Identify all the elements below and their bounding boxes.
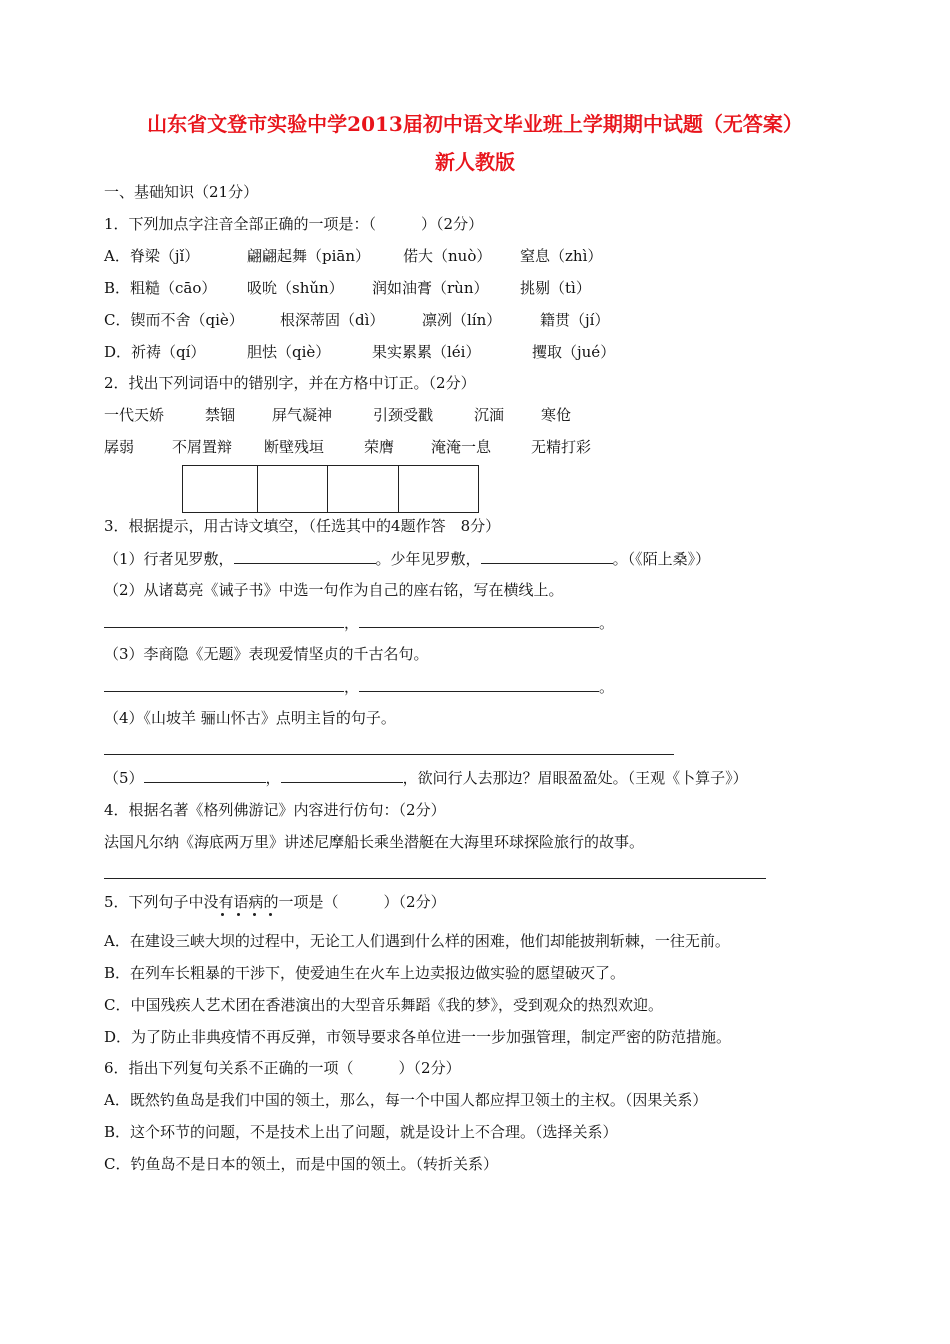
answer-blank[interactable] — [281, 767, 403, 783]
q6-stem: 6．指出下列复句关系不正确的一项（ ）（2分） — [104, 1059, 461, 1077]
q2-words-row2 — [104, 437, 591, 457]
q2-word: 寒伧 — [541, 406, 572, 424]
q2-word: 禁锢 — [205, 406, 236, 424]
q3-item3-answer — [104, 676, 614, 697]
q5-option-d: D．为了防止非典疫情不再反弹，市领导要求各单位进一一步加强管理，制定严密的防范措施。 — [104, 1028, 732, 1046]
correction-box-1[interactable] — [183, 466, 258, 512]
q3-stem: 3．根据提示，用古诗文填空，（任选其中的4题作答 8分） — [104, 517, 501, 535]
q2-word: 荣膺 — [364, 438, 395, 456]
q4-stem: 4．根据名著《格列佛游记》内容进行仿句：（2分） — [104, 801, 446, 819]
q1-b-1: B．粗糙（cāo） — [104, 279, 217, 297]
q2-word: 无精打彩 — [531, 438, 592, 456]
q3-item1 — [104, 548, 710, 569]
q1-option-b — [104, 278, 591, 298]
period: 。 — [599, 614, 615, 632]
q3-item3: （3）李商隐《无题》表现爱情坚贞的千古名句。 — [104, 645, 429, 663]
q2-word: 断壁残垣 — [264, 438, 325, 456]
emphasis-dot — [253, 913, 256, 916]
answer-line[interactable] — [104, 754, 674, 755]
q2-word: 沉湎 — [474, 406, 505, 424]
q1-b-3: 润如油膏（rùn） — [372, 279, 489, 297]
answer-blank[interactable] — [234, 548, 376, 564]
emphasis-dot — [269, 913, 272, 916]
q3-item1-prompt: （1）行者见罗敷， — [104, 550, 234, 568]
q1-option-c — [104, 310, 609, 330]
q1-option-d — [104, 342, 615, 362]
answer-line[interactable] — [104, 878, 766, 879]
comma: ， — [344, 614, 360, 632]
answer-blank[interactable] — [104, 676, 344, 692]
q6-option-c: C．钓鱼岛不是日本的领土，而是中国的领土。（转折关系） — [104, 1155, 498, 1173]
q3-item5-prompt: （5） — [104, 769, 144, 787]
q1-a-2: 翩翩起舞（piān） — [247, 247, 371, 265]
correction-grid — [182, 465, 479, 513]
comma: ， — [344, 678, 360, 696]
q1-option-a — [104, 246, 602, 266]
q1-c-3: 凛冽（lín） — [422, 311, 502, 329]
q3-item5-rest: ，欲问行人去那边？眉眼盈盈处。（王观《卜算子》） — [402, 769, 748, 787]
q2-word: 一代天娇 — [104, 406, 165, 424]
q3-item5 — [104, 767, 748, 788]
q1-d-1: D．祈祷（qí） — [104, 343, 206, 361]
answer-blank[interactable] — [481, 548, 613, 564]
q3-item4: （4）《山坡羊 骊山怀古》点明主旨的句子。 — [104, 709, 396, 727]
q5-stem: 5．下列句子中没有语病的一项是（ ）（2分） — [104, 893, 446, 911]
q2-word: 引颈受戳 — [373, 406, 434, 424]
q5-option-c: C．中国残疾人艺术团在香港演出的大型音乐舞蹈《我的梦》，受到观众的热烈欢迎。 — [104, 996, 663, 1014]
q1-b-4: 挑剔（tì） — [520, 279, 591, 297]
q1-d-3: 果实累累（léi） — [372, 343, 481, 361]
q2-word: 淹淹一息 — [431, 438, 492, 456]
section-heading: 一、基础知识（21分） — [104, 183, 259, 201]
q2-word: 孱弱 — [104, 438, 135, 456]
period: 。 — [599, 678, 615, 696]
correction-box-4[interactable] — [399, 466, 478, 512]
q1-b-2: 吸吮（shǔn） — [247, 279, 344, 297]
answer-blank[interactable] — [359, 676, 599, 692]
q1-d-2: 胆怯（qiè） — [247, 343, 331, 361]
emphasis-dot — [221, 913, 224, 916]
emphasis-dot — [237, 913, 240, 916]
q4-example: 法国凡尔纳《海底两万里》讲述尼摩船长乘坐潜艇在大海里环球探险旅行的故事。 — [104, 833, 645, 851]
q2-word: 不屑置辩 — [172, 438, 233, 456]
comma: ， — [265, 769, 281, 787]
q1-c-1: C．锲而不舍（qiè） — [104, 311, 244, 329]
q3-item1-mid: 。少年见罗敷， — [375, 550, 481, 568]
q1-a-3: 偌大（nuò） — [403, 247, 492, 265]
q1-d-4: 攫取（jué） — [532, 343, 616, 361]
q5-option-a: A．在建设三峡大坝的过程中，无论工人们遇到什么样的困难，他们却能披荆斩棘，一往无前。 — [104, 932, 730, 950]
correction-box-2[interactable] — [258, 466, 328, 512]
q1-a-4: 窒息（zhì） — [520, 247, 603, 265]
q1-c-4: 籍贯（jí） — [540, 311, 610, 329]
q3-item2: （2）从诸葛亮《诫子书》中选一句作为自己的座右铭，写在横线上。 — [104, 581, 564, 599]
q6-option-b: B．这个环节的问题，不是技术上出了问题，就是设计上不合理。（选择关系） — [104, 1123, 618, 1141]
answer-blank[interactable] — [104, 612, 344, 628]
exam-title-line2: 新人教版 — [435, 150, 515, 174]
q2-stem: 2．找出下列词语中的错别字，并在方格中订正。（2分） — [104, 374, 476, 392]
answer-blank[interactable] — [359, 612, 599, 628]
q2-word: 屏气凝神 — [272, 406, 333, 424]
correction-box-3[interactable] — [328, 466, 399, 512]
q2-words-row1 — [104, 405, 571, 425]
q1-c-2: 根深蒂固（dì） — [280, 311, 385, 329]
q3-item2-answer — [104, 612, 614, 633]
q1-a-1: A．脊梁（jǐ） — [104, 247, 200, 265]
q5-option-b: B．在列车长粗暴的干涉下，使爱迪生在火车上边卖报边做实验的愿望破灭了。 — [104, 964, 626, 982]
answer-blank[interactable] — [144, 767, 266, 783]
q3-item1-source: 。（《陌上桑》） — [612, 550, 711, 568]
q6-option-a: A．既然钓鱼岛是我们中国的领土，那么，每一个中国人都应捍卫领土的主权。（因果关系） — [104, 1091, 708, 1109]
q1-stem: 1．下列加点字注音全部正确的一项是：（ ）（2分） — [104, 215, 484, 233]
exam-title-line1: 山东省文登市实验中学2013届初中语文毕业班上学期期中试题（无答案） — [147, 112, 803, 136]
